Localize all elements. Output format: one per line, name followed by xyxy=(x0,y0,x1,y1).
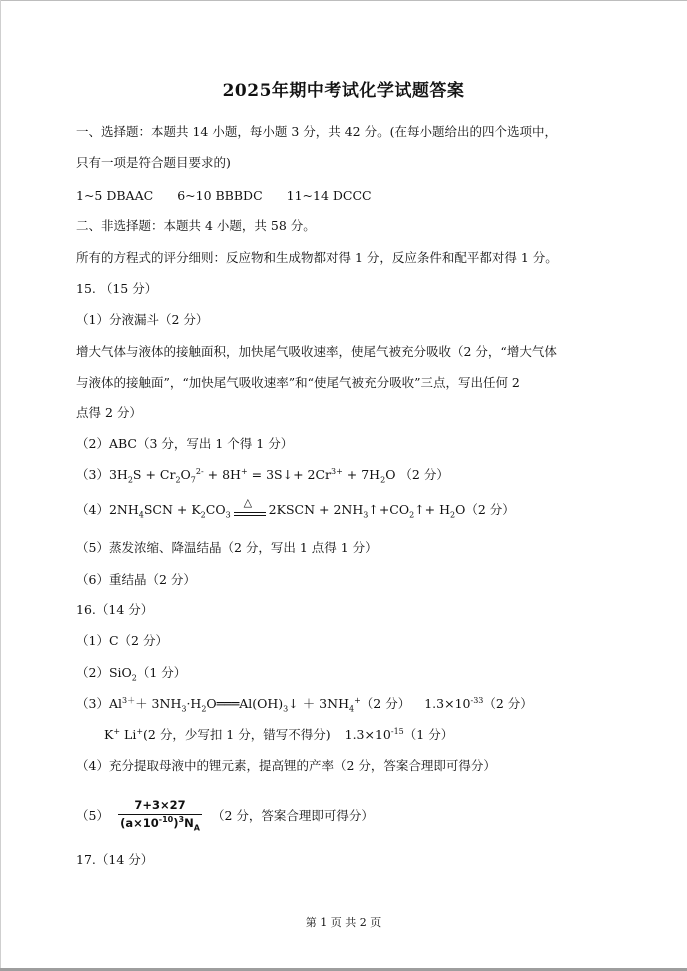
eq-subscript: 2 xyxy=(380,475,386,485)
q16-part4: （4）充分提取母液中的锂元素，提高锂的产率（2 分，答案合理即可得分） xyxy=(76,758,496,773)
eq-subscript: 2 xyxy=(409,510,415,520)
choice-answers xyxy=(76,188,372,204)
eq-text: ↓ ＋ 3NH xyxy=(288,696,349,711)
eq-text: SCN + K xyxy=(143,502,201,517)
eq-subscript: 4 xyxy=(138,510,144,520)
q15-part4-equation xyxy=(76,496,515,520)
q17-heading: 17.（14 分） xyxy=(76,852,154,867)
eq-subscript: 2 xyxy=(131,673,137,683)
q16-part2 xyxy=(76,665,186,681)
q15-part1-explanation-line1: 增大气体与液体的接触面积，加快尾气吸收速率，使尾气被充分吸收（2 分，“增大气体 xyxy=(76,344,557,359)
ksp-value: 1.3×10 xyxy=(424,696,471,711)
eq-superscript: + xyxy=(113,726,121,736)
page-left-edge xyxy=(0,0,1,971)
answers-1-5: 1~5 DBAAC xyxy=(76,188,154,203)
eq-text: + 7H xyxy=(342,467,381,482)
eq-text: S + Cr xyxy=(132,467,176,482)
q16-part3-ions xyxy=(104,727,453,743)
eq-text: ↑+ H xyxy=(414,502,451,517)
eq-superscript: + xyxy=(136,726,144,736)
answers-6-10: 6~10 BBBDC xyxy=(177,188,263,203)
eq-subscript: 3 xyxy=(283,704,289,714)
equals-bar-top xyxy=(234,512,266,513)
eq-text: (a×10 xyxy=(120,816,159,830)
answers-11-14: 11~14 DCCC xyxy=(286,188,372,203)
fraction-numerator: 7+3×27 xyxy=(134,798,186,812)
section1-instructions-line2: 只有一项是符合题目要求的) xyxy=(76,155,231,170)
q15-part5: （5）蒸发浓缩、降温结晶（2 分，写出 1 点得 1 分） xyxy=(76,540,378,555)
section2-heading: 二、非选择题：本题共 4 小题，共 58 分。 xyxy=(76,218,316,233)
eq-text: ＋ 3NH xyxy=(135,696,182,711)
eq-text: O（2 分） xyxy=(455,502,515,517)
q16-part5-label: （5） xyxy=(76,808,109,823)
eq-text: N xyxy=(184,816,194,830)
eq-text: （3）3H xyxy=(76,467,128,482)
eq-superscript: 3＋ xyxy=(121,695,136,705)
eq-text: ·H xyxy=(186,696,202,711)
q15-part2: （2）ABC（3 分，写出 1 个得 1 分） xyxy=(76,436,294,451)
eq-text: ↑+CO xyxy=(368,502,410,517)
eq-subscript: 2 xyxy=(175,475,181,485)
page-number-footer: 第 1 页 共 2 页 xyxy=(305,916,382,929)
page-title: 2025年期中考试化学试题答案 xyxy=(222,81,465,101)
heating-condition-arrow xyxy=(231,496,269,516)
eq-text: O （2 分） xyxy=(385,467,449,482)
eq-text: O xyxy=(180,467,191,482)
eq-text: （2 分） xyxy=(483,696,533,711)
eq-superscript: -15 xyxy=(390,726,404,736)
page-top-edge xyxy=(0,0,687,1)
heat-triangle-icon: △ xyxy=(243,496,253,509)
eq-text: （1 分） xyxy=(403,727,454,742)
eq-subscript: 2 xyxy=(450,510,456,520)
eq-text: + 8H xyxy=(203,467,241,482)
eq-text: K xyxy=(104,727,114,742)
eq-subscript: 3 xyxy=(225,510,231,520)
eq-text: （3）Al xyxy=(76,696,122,711)
eq-text: (2 分，少写扣 1 分，错写不得分) xyxy=(143,727,331,742)
eq-text: （2 分） xyxy=(360,696,411,711)
eq-subscript: A xyxy=(193,823,200,833)
q16-heading: 16.（14 分） xyxy=(76,602,154,617)
eq-superscript: + xyxy=(354,695,361,705)
density-formula-fraction xyxy=(118,798,202,833)
q16-part1: （1）C（2 分） xyxy=(76,633,168,648)
eq-text: O═══Al(OH) xyxy=(206,696,284,711)
eq-text: （2）SiO xyxy=(76,665,132,680)
q15-part3-equation xyxy=(76,467,449,483)
eq-subscript: 3 xyxy=(363,510,369,520)
eq-text: ) xyxy=(173,816,179,830)
q15-part1-explanation-line3: 点得 2 分） xyxy=(76,405,142,420)
q15-part6: （6）重结晶（2 分） xyxy=(76,572,196,587)
fraction-denominator xyxy=(118,815,202,833)
eq-text: = 3S↓+ 2Cr xyxy=(247,467,332,482)
eq-subscript: 7 xyxy=(190,475,196,485)
eq-subscript: 2 xyxy=(200,510,206,520)
eq-subscript: 4 xyxy=(348,704,355,714)
eq-text: 2KSCN + 2NH xyxy=(268,502,364,517)
eq-superscript: 3+ xyxy=(331,466,343,476)
eq-superscript: 3 xyxy=(178,815,185,825)
eq-subscript: 3 xyxy=(181,704,187,714)
ksp-value: 1.3×10 xyxy=(344,727,391,742)
eq-text: （1 分） xyxy=(136,665,187,680)
eq-subscript: 2 xyxy=(127,475,133,485)
q15-part1: （1）分液漏斗（2 分） xyxy=(76,312,209,327)
eq-subscript: 2 xyxy=(201,704,207,714)
eq-superscript: -10 xyxy=(158,815,174,825)
equals-bar-bottom xyxy=(234,515,266,516)
section1-instructions-line1: 一、选择题：本题共 14 小题，每小题 3 分，共 42 分。(在每小题给出的四个选项中， xyxy=(76,124,557,139)
q16-part5-note: （2 分，答案合理即可得分） xyxy=(212,808,374,823)
equation-scoring-rule: 所有的方程式的评分细则：反应物和生成物都对得 1 分，反应条件和配平都对得 1 分。 xyxy=(76,250,558,265)
eq-superscript: -33 xyxy=(470,695,484,705)
eq-text: CO xyxy=(205,502,226,517)
q15-heading: 15. （15 分） xyxy=(76,281,158,296)
eq-text: Li xyxy=(120,727,137,742)
eq-superscript: + xyxy=(240,466,248,476)
eq-text: （4）2NH xyxy=(76,502,139,517)
eq-superscript: 2- xyxy=(195,466,204,476)
q15-part1-explanation-line2: 与液体的接触面”，“加快尾气吸收速率”和“使尾气被充分吸收”三点，写出任何 2 xyxy=(76,375,520,390)
q16-part3-equation xyxy=(76,696,533,712)
